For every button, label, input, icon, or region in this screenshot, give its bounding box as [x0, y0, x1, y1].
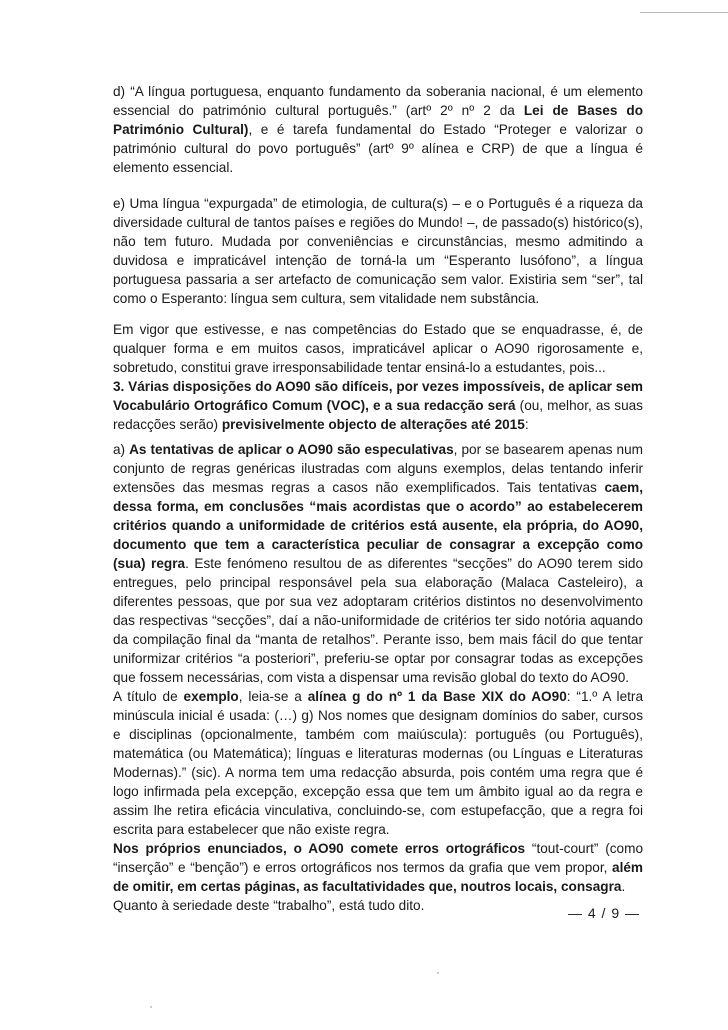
- text: , por se basearem apenas num conjunto de regras genéricas ilustradas com alguns exemplos, delas tentando inferir extensões das mesmas regras a casos não exemplificados. Tais tentativas: [113, 442, 644, 495]
- text: .: [621, 879, 626, 894]
- scan-speck: [437, 972, 439, 974]
- paragraph-intro: [113, 320, 643, 434]
- text: “tout-court” (como “inserção” e “benção”) e erros ortográficos nos termos da grafia que vem propor,: [113, 841, 643, 875]
- text: (ou, melhor, as suas redacções serão): [113, 398, 643, 432]
- text: : “1.º A letra minúscula inicial é usada: (…) g) Nos nomes que designam domínios do saber, cursos e disciplinas (opcionalmente, também com maiúscula): português (ou Português), matemática (ou Matemática); línguas e literaturas modernas (ou Línguas e Literaturas Modernas).” (sic). A norma tem uma redacção absurda, pois contém uma regra que é logo infirmada pela excepção, excepção essa que tem um âmbito igual ao da regra e assim lhe retira eficácia vinculativa, concluindo-se, com estupefacção, que a regra foi escrita para estabelecer que não existe regra.: [113, 689, 644, 837]
- bold-text: previsivelmente objecto de alterações até 2015: [221, 417, 525, 432]
- text: , leia-se a: [238, 689, 308, 704]
- text: a): [113, 442, 130, 457]
- page-number: — 4 / 9 —: [567, 905, 640, 921]
- text: d) “A língua portuguesa, enquanto fundamento da soberania nacional, é um elemento essencial do património cultural português.” (artº 2º nº 2 da: [113, 84, 643, 118]
- text: Em vigor que estivesse, e nas competências do Estado que se enquadrasse, é, de qualquer forma e em muitos casos, impraticável aplicar o AO90 rigorosamente e, sobretudo, constitui grave irresponsabilidade tentar ensiná-lo a estudantes, pois...: [113, 322, 643, 375]
- bold-text: caem, dessa forma, em conclusões “mais acordistas que o acordo” ao estabelecerem critérios quando a uniformidade de critérios está ausente, ela própria, do AO90, documento que tem a característica peculiar de consagrar a excepção como (sua) regra: [113, 480, 643, 571]
- paragraph-d: [113, 82, 643, 177]
- bold-text: alínea g do nº 1 da Base XIX do AO90: [307, 689, 567, 704]
- scan-speck: [150, 1006, 152, 1008]
- paragraph-a: [113, 440, 643, 915]
- text: . Este fenómeno resultou de as diferentes “secções” do AO90 terem sido entregues, pelo principal responsável pela sua elaboração (Malaca Casteleiro), a diferentes pessoas, que por sua vez adoptaram critérios distintos no desenvolvimento das respectivas “secções”, daí a não-uniformidade de critérios ter sido notória aquando da compilação final da “manta de retalhos”. Perante isso, bem mais fácil do que tentar uniformizar critérios “a posteriori”, preferiu-se optar por consagrar todas as excepções que fossem necessárias, com vista a dispensar uma revisão global do texto do AO90.: [113, 556, 644, 685]
- text: A título de: [113, 689, 184, 704]
- scan-edge-line: [640, 12, 728, 13]
- bold-text: Nos próprios enunciados, o AO90 comete erros ortográficos: [113, 841, 526, 856]
- bold-text: exemplo: [183, 689, 239, 704]
- text: , e é tarefa fundamental do Estado “Proteger e valorizar o património cultural do povo português” (artº 9º alínea e CRP) de que a língua é elemento essencial.: [113, 122, 644, 175]
- paragraph-e: [113, 194, 643, 308]
- bold-text: além de omitir, em certas páginas, as facultatividades que, noutros locais, consagra: [113, 860, 643, 894]
- bold-text: Lei de Bases do Património Cultural): [113, 103, 644, 137]
- text: e) Uma língua “expurgada” de etimologia, de cultura(s) – e o Português é a riqueza da diversidade cultural de tantos países e regiões do Mundo! –, de passado(s) histórico(s), não tem futuro. Mudada por conveniências e circunstâncias, mesmo admitindo a duvidosa e impraticável intenção de torná-la um “Esperanto lusófono”, a língua portuguesa passaria a ser artefacto de comunicação sem valor. Existiria sem “ser”, tal como o Esperanto: língua sem cultura, sem vitalidade nem substância.: [113, 196, 643, 306]
- text: :: [524, 417, 529, 432]
- bold-text: 3. Várias disposições do AO90 são difíceis, por vezes impossíveis, de aplicar sem Vocabulário Ortográfico Comum (VOC), e a sua redacção será: [113, 379, 643, 413]
- bold-text: As tentativas de aplicar o AO90 são especulativas: [129, 442, 454, 457]
- text: Quanto à seriedade deste “trabalho”, está tudo dito.: [113, 898, 425, 913]
